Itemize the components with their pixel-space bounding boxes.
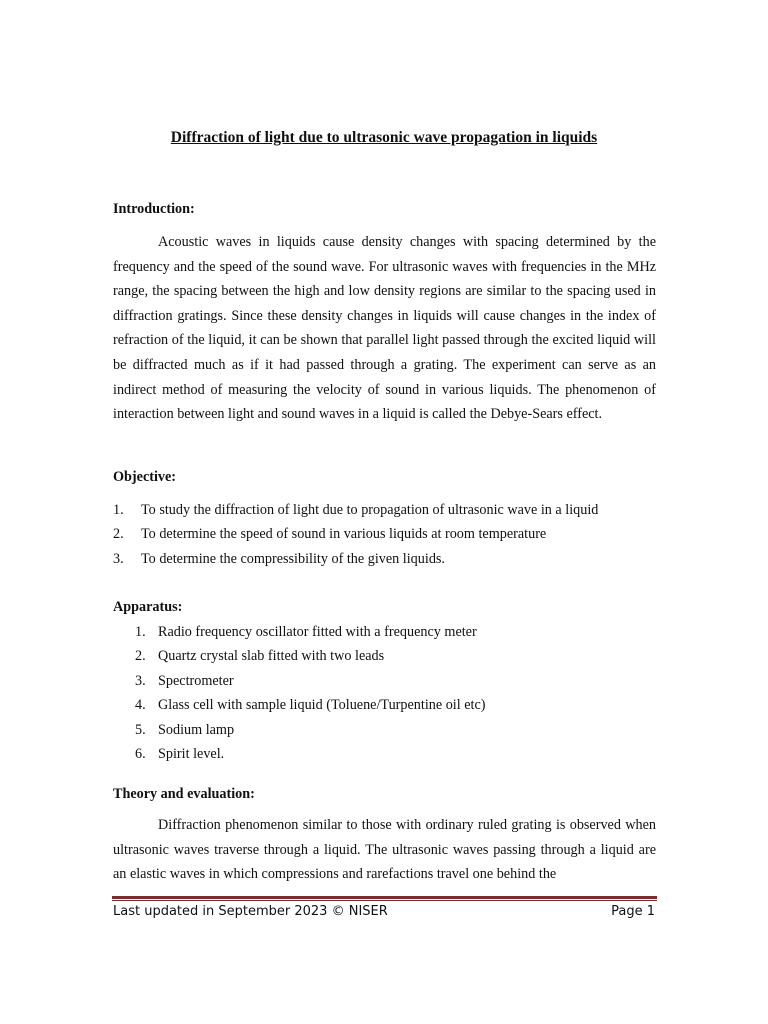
apparatus-item: 1. Radio frequency oscillator fitted with a frequency meter bbox=[135, 624, 477, 640]
objective-item: 2. To determine the speed of sound in various liquids at room temperature bbox=[113, 526, 547, 543]
footer-rule-thick bbox=[112, 896, 657, 899]
objective-heading: Objective: bbox=[113, 469, 177, 485]
introduction-paragraph: Acoustic waves in liquids cause density changes with spacing determined by the frequency and the speed of the sound wave. For ultrasonic waves with frequencies in the MHz range, the spacing between the high and low density regions are similar to the spacing used in diffraction gratings. Since these density changes in liquids will cause changes in the index of refraction of the liquid, it can be shown that parallel light passed through the excited liquid will be diffracted much as if it had passed through a grating. The experiment can serve as an indirect method of measuring the velocity of sound in various liquids. The phenomenon of interaction between light and sound waves in a liquid is called the Debye-Sears effect. bbox=[113, 234, 656, 423]
document-title: Diffraction of light due to ultrasonic wave propagation in liquids bbox=[170, 129, 598, 146]
page-number: Page 1 bbox=[611, 904, 655, 919]
apparatus-item: 3. Spectrometer bbox=[135, 672, 234, 689]
footer-updated-text: Last updated in September 2023 © NISER bbox=[113, 904, 388, 919]
objective-item: 3. To determine the compressibility of the given liquids. bbox=[113, 550, 445, 567]
objective-list bbox=[113, 498, 673, 571]
theory-paragraph: Diffraction phenomenon similar to those with ordinary ruled grating is observed when ultrasonic waves traverse through a liquid. The ultrasonic waves passing through a liquid are an elastic waves in which compressions and rarefactions travel one behind the bbox=[113, 817, 656, 883]
apparatus-item: 5. Sodium lamp bbox=[135, 721, 235, 738]
apparatus-item: 4. Glass cell with sample liquid (Toluene/Turpentine oil etc) bbox=[135, 697, 486, 714]
apparatus-item: 2. Quartz crystal slab fitted with two leads bbox=[135, 648, 385, 665]
apparatus-list bbox=[135, 620, 655, 766]
introduction-heading: Introduction: bbox=[113, 201, 195, 217]
apparatus-heading: Apparatus: bbox=[113, 599, 183, 615]
footer-rule-thin bbox=[112, 900, 657, 901]
apparatus-item: 6. Spirit level. bbox=[135, 745, 225, 762]
theory-heading: Theory and evaluation: bbox=[113, 786, 255, 802]
objective-item: 1. To study the diffraction of light due to propagation of ultrasonic wave in a liquid bbox=[113, 502, 599, 518]
